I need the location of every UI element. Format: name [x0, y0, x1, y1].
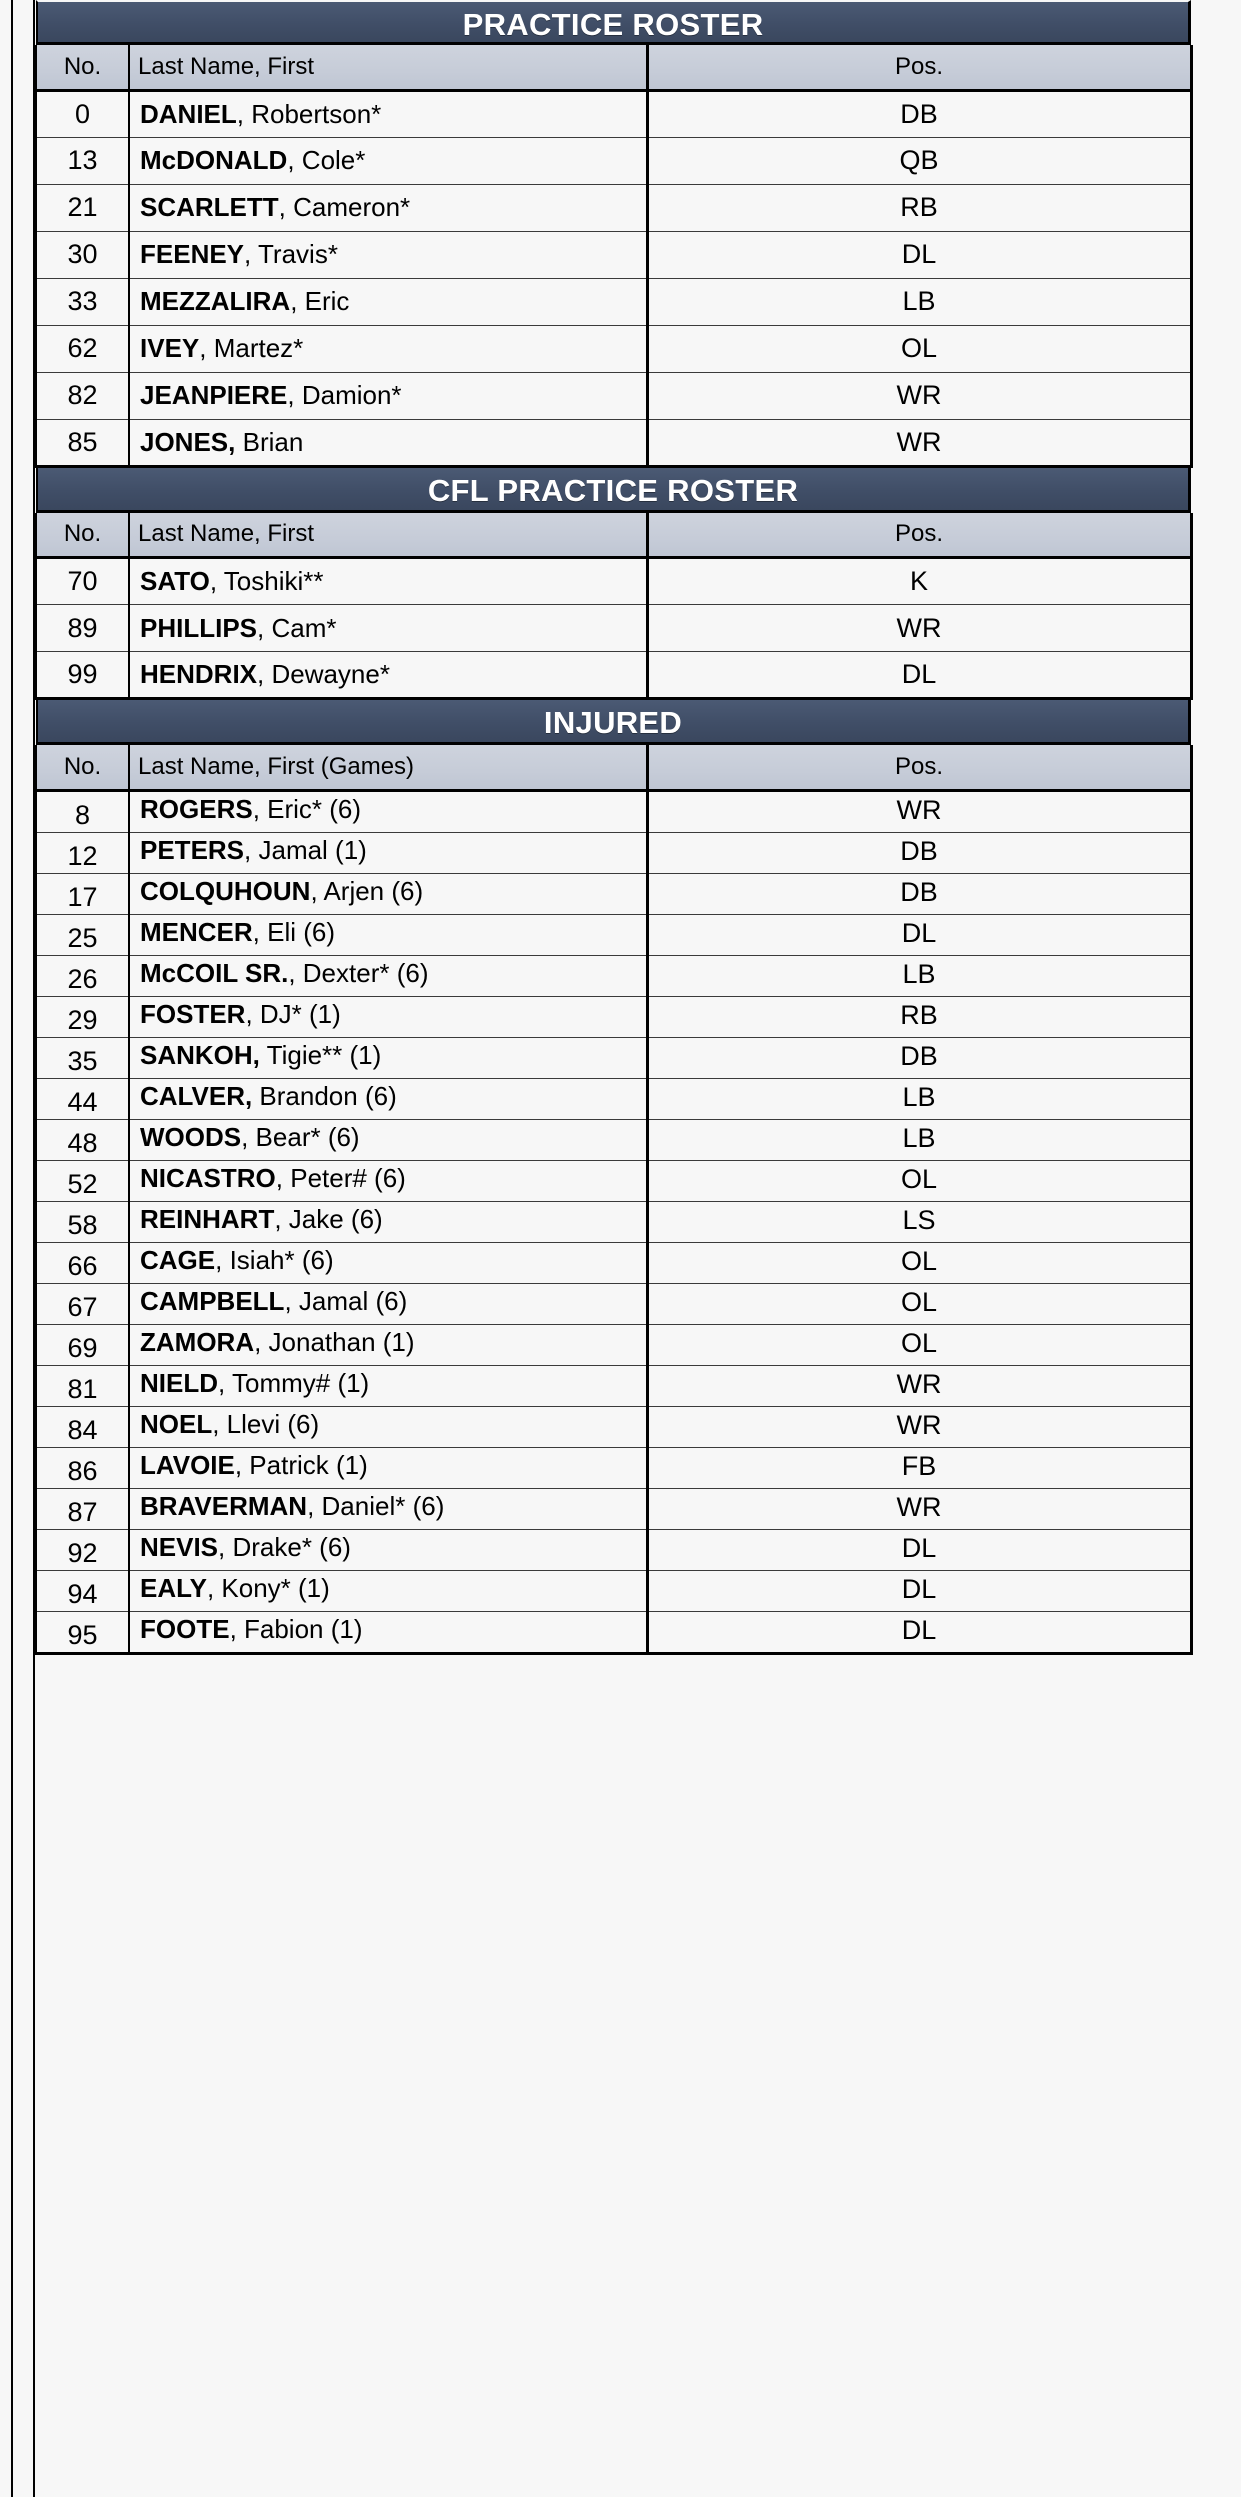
player-number: 0 — [36, 90, 129, 137]
player-position: DL — [647, 914, 1191, 955]
player-last-name: ROGERS — [140, 793, 253, 824]
table-row — [36, 1324, 1191, 1365]
player-first-name: , Cole* — [287, 145, 366, 175]
player-number: 67 — [36, 1283, 129, 1324]
table-row — [36, 652, 1191, 699]
table-row — [36, 558, 1191, 605]
player-name — [129, 1119, 647, 1160]
player-number: 95 — [36, 1611, 129, 1653]
table-row — [36, 1611, 1191, 1653]
section-banner-row — [36, 466, 1191, 513]
player-first-name: , Tommy# (1) — [218, 1367, 370, 1398]
player-position: WR — [647, 605, 1191, 652]
player-first-name: , Dexter* (6) — [288, 957, 429, 988]
table-row — [36, 90, 1191, 137]
player-first-name: , Arjen (6) — [310, 875, 424, 906]
player-position: OL — [647, 1324, 1191, 1365]
table-row — [36, 1529, 1191, 1570]
table-row — [36, 372, 1191, 419]
section-title: PRACTICE ROSTER — [36, 0, 1191, 45]
player-name — [129, 1570, 647, 1611]
player-number: 70 — [36, 558, 129, 605]
player-first-name: , Drake* (6) — [218, 1531, 351, 1562]
player-number: 66 — [36, 1242, 129, 1283]
player-last-name: McCOIL SR. — [140, 957, 289, 988]
player-position: QB — [647, 137, 1191, 184]
player-number: 58 — [36, 1201, 129, 1242]
player-position: DB — [647, 90, 1191, 137]
player-last-name: SATO — [140, 566, 210, 596]
player-name — [129, 1283, 647, 1324]
player-name — [129, 1037, 647, 1078]
player-last-name: COLQUHOUN — [140, 875, 311, 906]
column-header-row — [36, 513, 1191, 558]
player-number: 82 — [36, 372, 129, 419]
player-first-name: , Jake (6) — [274, 1203, 383, 1234]
table-row — [36, 184, 1191, 231]
player-last-name: CAMPBELL — [140, 1285, 285, 1316]
player-name — [129, 558, 647, 605]
player-last-name: NOEL — [140, 1408, 213, 1439]
section-banner-row — [36, 0, 1191, 45]
table-row — [36, 914, 1191, 955]
player-last-name: FEENEY — [140, 239, 245, 269]
player-position: LB — [647, 1078, 1191, 1119]
player-first-name: , Eric* (6) — [252, 793, 362, 824]
table-row — [36, 325, 1191, 372]
player-number: 81 — [36, 1365, 129, 1406]
section-banner-row — [36, 699, 1191, 746]
roster-table-wrapper — [35, 0, 1190, 1655]
player-name — [129, 914, 647, 955]
player-position: LB — [647, 1119, 1191, 1160]
column-header-row — [36, 45, 1191, 90]
player-number: 29 — [36, 996, 129, 1037]
table-row — [36, 1242, 1191, 1283]
player-last-name: MENCER — [140, 916, 253, 947]
player-first-name: , Jamal (1) — [244, 834, 367, 865]
player-number: 86 — [36, 1447, 129, 1488]
player-number: 21 — [36, 184, 129, 231]
player-name — [129, 1406, 647, 1447]
player-last-name: NEVIS — [140, 1531, 219, 1562]
player-first-name: , Jonathan (1) — [254, 1326, 415, 1357]
player-number: 52 — [36, 1160, 129, 1201]
player-number: 62 — [36, 325, 129, 372]
player-number: 48 — [36, 1119, 129, 1160]
player-number: 92 — [36, 1529, 129, 1570]
player-name — [129, 1365, 647, 1406]
player-first-name: , Daniel* (6) — [307, 1490, 445, 1521]
table-row — [36, 1160, 1191, 1201]
table-row — [36, 832, 1191, 873]
player-number: 26 — [36, 955, 129, 996]
player-name — [129, 231, 647, 278]
player-last-name: IVEY — [140, 333, 200, 363]
player-first-name: , Travis* — [244, 239, 338, 269]
player-first-name: , DJ* (1) — [245, 998, 341, 1029]
player-name — [129, 1242, 647, 1283]
player-position: OL — [647, 325, 1191, 372]
player-position: WR — [647, 419, 1191, 466]
player-position: DL — [647, 1570, 1191, 1611]
player-last-name: BRAVERMAN — [140, 1490, 308, 1521]
player-first-name: , Kony* (1) — [206, 1572, 330, 1603]
player-position: DL — [647, 1529, 1191, 1570]
player-position: OL — [647, 1242, 1191, 1283]
player-last-name: REINHART — [140, 1203, 275, 1234]
player-last-name: CALVER, — [140, 1080, 253, 1111]
player-last-name: PHILLIPS — [140, 612, 258, 643]
player-last-name: ZAMORA — [140, 1326, 255, 1357]
player-position: WR — [647, 1365, 1191, 1406]
player-name — [129, 1488, 647, 1529]
player-last-name: FOOTE — [140, 1613, 230, 1644]
player-first-name: , Martez* — [199, 333, 304, 363]
player-name — [129, 419, 647, 466]
player-last-name: CAGE — [140, 1244, 216, 1275]
player-first-name: Brian — [235, 426, 304, 457]
table-row — [36, 1365, 1191, 1406]
player-position: DL — [647, 652, 1191, 699]
table-row — [36, 1406, 1191, 1447]
column-header-no: No. — [36, 745, 129, 790]
player-position: RB — [647, 996, 1191, 1037]
player-number: 8 — [36, 790, 129, 832]
table-row — [36, 955, 1191, 996]
player-first-name: , Dewayne* — [257, 659, 390, 689]
table-row — [36, 1488, 1191, 1529]
player-name — [129, 790, 647, 832]
section-title: CFL PRACTICE ROSTER — [36, 468, 1191, 513]
player-first-name: , Fabion (1) — [229, 1613, 363, 1644]
player-position: WR — [647, 790, 1191, 832]
player-name — [129, 278, 647, 325]
player-first-name: , Patrick (1) — [234, 1449, 368, 1480]
player-position: OL — [647, 1160, 1191, 1201]
player-last-name: McDONALD — [140, 145, 288, 175]
player-position: DB — [647, 832, 1191, 873]
player-position: DL — [647, 231, 1191, 278]
player-name — [129, 372, 647, 419]
column-header-no: No. — [36, 513, 129, 558]
table-row — [36, 419, 1191, 466]
player-last-name: NIELD — [140, 1367, 218, 1398]
player-last-name: JONES, — [140, 426, 236, 457]
column-header-pos: Pos. — [647, 745, 1191, 790]
player-name — [129, 137, 647, 184]
column-header-name: Last Name, First (Games) — [129, 745, 647, 790]
table-row — [36, 231, 1191, 278]
player-position: WR — [647, 372, 1191, 419]
player-name — [129, 1529, 647, 1570]
player-number: 99 — [36, 652, 129, 699]
table-row — [36, 605, 1191, 652]
player-first-name: , Jamal (6) — [284, 1285, 408, 1316]
player-number: 84 — [36, 1406, 129, 1447]
player-first-name: , Llevi (6) — [212, 1408, 320, 1439]
player-number: 94 — [36, 1570, 129, 1611]
table-row — [36, 1201, 1191, 1242]
player-number: 33 — [36, 278, 129, 325]
player-first-name: , Bear* (6) — [241, 1121, 360, 1152]
player-position: LB — [647, 955, 1191, 996]
table-row — [36, 996, 1191, 1037]
player-position: LB — [647, 278, 1191, 325]
player-name — [129, 1324, 647, 1365]
player-last-name: EALY — [140, 1572, 207, 1603]
player-position: DB — [647, 873, 1191, 914]
player-first-name: Tigie** (1) — [259, 1039, 382, 1070]
player-first-name: , Damion* — [287, 380, 402, 410]
column-header-row — [36, 745, 1191, 790]
table-row — [36, 137, 1191, 184]
column-header-no: No. — [36, 45, 129, 90]
player-number: 12 — [36, 832, 129, 873]
player-last-name: MEZZALIRA — [140, 286, 291, 316]
player-last-name: HENDRIX — [140, 659, 258, 689]
player-first-name: , Toshiki** — [209, 566, 324, 596]
player-number: 87 — [36, 1488, 129, 1529]
player-first-name: , Robertson* — [236, 98, 382, 129]
player-number: 35 — [36, 1037, 129, 1078]
player-first-name: , Cam* — [257, 612, 337, 643]
player-name — [129, 1447, 647, 1488]
player-name — [129, 873, 647, 914]
column-header-pos: Pos. — [647, 513, 1191, 558]
player-position: DL — [647, 1611, 1191, 1653]
roster-table — [35, 0, 1193, 1655]
player-position: WR — [647, 1488, 1191, 1529]
table-row — [36, 1283, 1191, 1324]
player-name — [129, 1160, 647, 1201]
player-name — [129, 996, 647, 1037]
player-last-name: LAVOIE — [140, 1449, 235, 1480]
row-gutter-outer — [0, 0, 13, 2497]
player-name — [129, 605, 647, 652]
column-header-name: Last Name, First — [129, 513, 647, 558]
table-row — [36, 1570, 1191, 1611]
player-position: RB — [647, 184, 1191, 231]
table-row — [36, 873, 1191, 914]
player-position: K — [647, 558, 1191, 605]
player-first-name: , Eric — [290, 286, 350, 316]
table-row — [36, 1119, 1191, 1160]
table-row — [36, 1078, 1191, 1119]
player-position: OL — [647, 1283, 1191, 1324]
player-name — [129, 1201, 647, 1242]
player-first-name: , Isiah* (6) — [215, 1244, 334, 1275]
player-position: FB — [647, 1447, 1191, 1488]
player-name — [129, 832, 647, 873]
player-number: 89 — [36, 605, 129, 652]
player-number: 30 — [36, 231, 129, 278]
column-header-pos: Pos. — [647, 45, 1191, 90]
player-number: 13 — [36, 137, 129, 184]
player-name — [129, 184, 647, 231]
player-number: 85 — [36, 419, 129, 466]
player-name — [129, 652, 647, 699]
player-number: 44 — [36, 1078, 129, 1119]
player-name — [129, 955, 647, 996]
player-last-name: DANIEL — [140, 98, 237, 129]
section-title: INJURED — [36, 700, 1191, 745]
player-number: 25 — [36, 914, 129, 955]
player-name — [129, 1611, 647, 1653]
player-name — [129, 325, 647, 372]
table-row — [36, 790, 1191, 832]
player-last-name: SCARLETT — [140, 192, 279, 222]
table-row — [36, 278, 1191, 325]
table-row — [36, 1037, 1191, 1078]
player-number: 69 — [36, 1324, 129, 1365]
column-header-name: Last Name, First — [129, 45, 647, 90]
player-position: LS — [647, 1201, 1191, 1242]
player-last-name: NICASTRO — [140, 1162, 276, 1193]
player-last-name: FOSTER — [140, 998, 246, 1029]
player-last-name: SANKOH, — [140, 1039, 260, 1070]
player-last-name: WOODS — [140, 1121, 242, 1152]
player-name — [129, 90, 647, 137]
player-name — [129, 1078, 647, 1119]
player-position: DB — [647, 1037, 1191, 1078]
player-first-name: , Eli (6) — [252, 916, 336, 947]
player-last-name: PETERS — [140, 834, 245, 865]
row-gutter-inner — [13, 0, 35, 2497]
player-first-name: Brandon (6) — [252, 1080, 397, 1111]
player-last-name: JEANPIERE — [140, 380, 288, 410]
table-row — [36, 1447, 1191, 1488]
player-number: 17 — [36, 873, 129, 914]
player-first-name: , Peter# (6) — [275, 1162, 406, 1193]
player-position: WR — [647, 1406, 1191, 1447]
player-first-name: , Cameron* — [278, 192, 411, 222]
